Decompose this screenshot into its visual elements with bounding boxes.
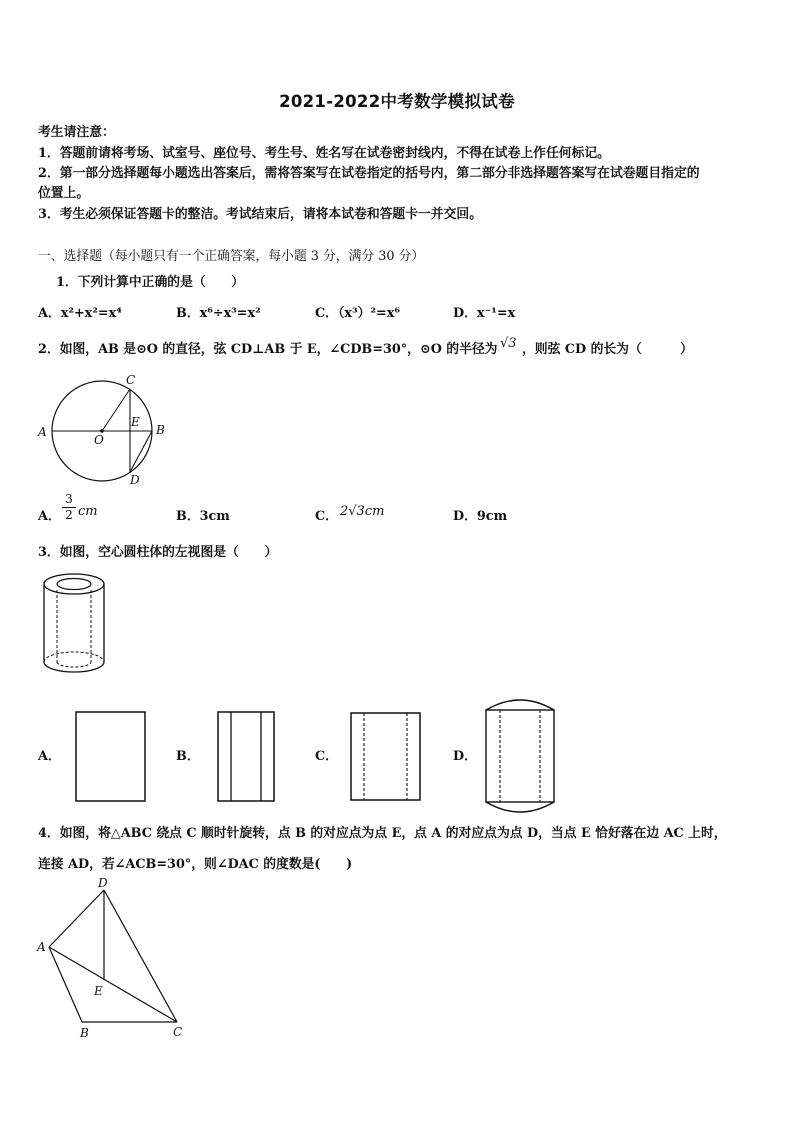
q4-rotation-figure [34, 874, 194, 1044]
q4-stem-line-2: 连接 AD，若∠ACB=30°，则∠DAC 的度数是( ) [38, 857, 353, 872]
q1-option-d: D．x⁻¹=x [453, 306, 516, 321]
q2-option-c-value: 2√3cm [340, 504, 385, 519]
label-o: O [94, 433, 104, 447]
q2-circle-figure [34, 370, 174, 488]
label-b: B [156, 423, 165, 437]
notice-heading: 考生请注意： [38, 125, 115, 140]
q4-label-e: E [94, 984, 103, 998]
q2-stem-end: ，则弦 CD 的长为（ ） [522, 342, 693, 357]
q3-option-b-figure [217, 711, 275, 803]
q3-option-a-figure [75, 711, 147, 803]
q3-option-d-label: D． [453, 749, 477, 764]
q3-option-d-figure [483, 696, 557, 818]
q1-stem: 1．下列计算中正确的是（ ） [56, 275, 245, 290]
q2-option-c-prefix: C． [315, 509, 338, 524]
notice-line-3: 位置上。 [38, 186, 90, 201]
q2-option-b: B．3cm [176, 509, 230, 524]
q3-option-a-label: A． [38, 749, 61, 764]
label-c: C [126, 373, 136, 387]
q4-label-c: C [173, 1025, 183, 1039]
q3-option-c-label: C． [315, 749, 338, 764]
label-a: A [38, 425, 47, 439]
q4-label-a: A [37, 940, 46, 954]
q2-radical: √3 [500, 336, 517, 351]
q2-option-a-prefix: A． [38, 509, 61, 524]
q3-stem: 3．如图，空心圆柱体的左视图是（ ） [38, 545, 278, 560]
q1-option-c: C．（x³）²=x⁶ [315, 306, 400, 321]
q1-option-a: A．x²+x²=x⁴ [38, 306, 122, 321]
notice-line-2: 2．第一部分选择题每小题选出答案后，需将答案写在试卷指定的括号内，第二部分非选择题答案写在试卷题目指定的 [38, 166, 700, 181]
fraction-denominator: 2 [65, 508, 73, 522]
q3-option-b-label: B． [176, 749, 200, 764]
segment-db [130, 431, 152, 472]
fraction-numerator: 3 [62, 492, 76, 508]
segment-co [102, 389, 130, 431]
q2-option-d: D．9cm [453, 509, 508, 524]
q3-hollow-cylinder [36, 570, 116, 676]
q2-option-a-fraction [62, 492, 76, 523]
label-e: E [131, 415, 140, 429]
q1-option-b: B．x⁶÷x³=x² [176, 306, 261, 321]
page-title: 2021-2022中考数学模拟试卷 [279, 92, 515, 111]
notice-line-1: 1．答题前请将考场、试室号、座位号、考生号、姓名写在试卷密封线内，不得在试卷上作任何标记。 [38, 146, 610, 161]
q3-option-c-figure [350, 712, 422, 802]
q4-stem-line-1: 4．如图，将△ABC 绕点 C 顺时针旋转，点 B 的对应点为点 E，点 A 的对应点为点 D，当点 E 恰好落在边 AC 上时， [38, 826, 727, 841]
notice-line-4: 3．考生必须保证答题卡的整洁。考试结束后，请将本试卷和答题卡一并交回。 [38, 207, 482, 222]
section-heading: 一、选择题（每小题只有一个正确答案，每小题 3 分，满分 30 分） [38, 249, 425, 264]
label-d: D [130, 473, 140, 487]
q4-label-b: B [80, 1026, 89, 1040]
q2-option-a-unit: cm [78, 504, 98, 519]
q4-label-d: D [98, 876, 108, 890]
q2-stem-start: 2．如图，AB 是⊙O 的直径，弦 CD⊥AB 于 E，∠CDB=30°，⊙O 的半径为 [38, 342, 498, 357]
